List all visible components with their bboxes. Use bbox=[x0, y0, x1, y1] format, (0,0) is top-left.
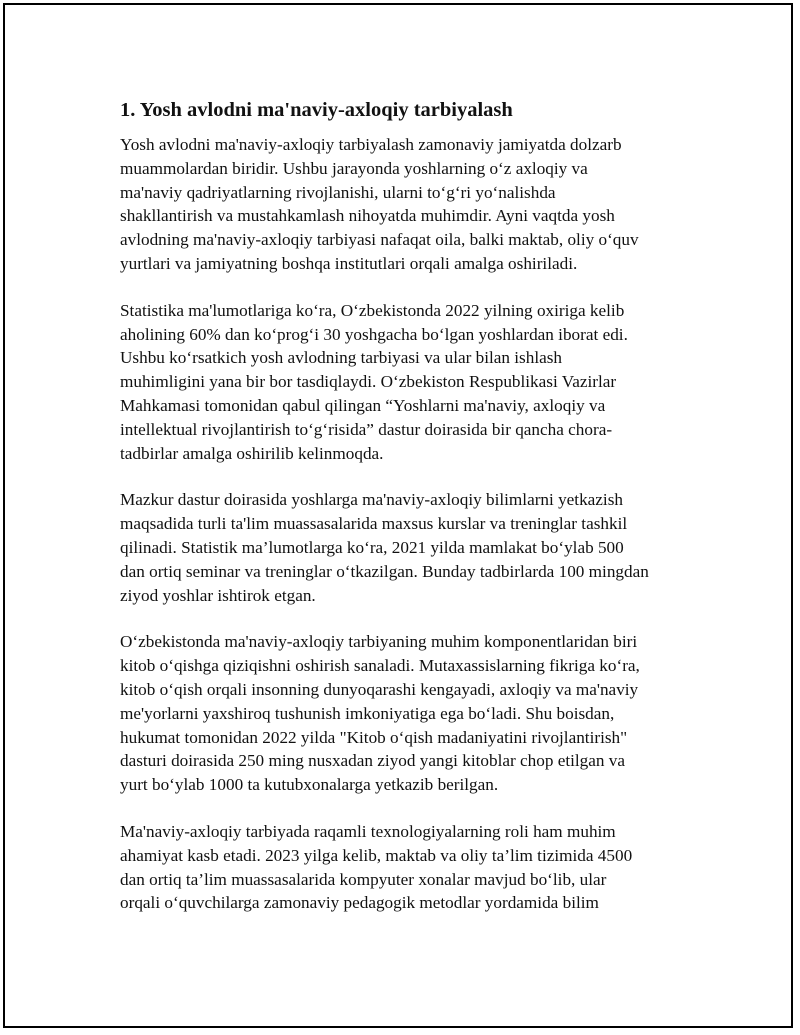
paragraph-line: ahamiyat kasb etadi. 2023 yilga kelib, maktab va oliy ta’lim tizimida 4500 bbox=[120, 845, 633, 865]
paragraph-line: hukumat tomonidan 2022 yilda "Kitob o‘qish madaniyatini rivojlantirish" bbox=[120, 727, 628, 747]
paragraph-line: yurt bo‘ylab 1000 ta kutubxonalarga yetkazib berilgan. bbox=[120, 775, 499, 795]
paragraph-line: O‘zbekistonda ma'naviy-axloqiy tarbiyaning muhim komponentlaridan biri bbox=[120, 632, 638, 652]
paragraph-line: me'yorlarni yaxshiroq tushunish imkoniyatiga ega bo‘ladi. Shu boisdan, bbox=[120, 703, 615, 723]
paragraph-line: Ushbu ko‘rsatkich yosh avlodning tarbiyasi va ular bilan ishlash bbox=[120, 348, 563, 368]
paragraph-line: Mazkur dastur doirasida yoshlarga ma'naviy-axloqiy bilimlarni yetkazish bbox=[120, 490, 623, 510]
paragraph-4 bbox=[120, 630, 700, 797]
document-page bbox=[3, 3, 793, 1028]
paragraph-line: shakllantirish va mustahkamlash nihoyatda muhimdir. Ayni vaqtda yosh bbox=[120, 206, 615, 226]
paragraph-line: ma'naviy qadriyatlarning rivojlanishi, ularni to‘g‘ri yo‘nalishda bbox=[120, 182, 556, 202]
document-body bbox=[120, 97, 700, 938]
paragraph-line: Statistika ma'lumotlariga ko‘ra, O‘zbekistonda 2022 yilning oxiriga kelib bbox=[120, 300, 625, 320]
paragraph-line: orqali o‘quvchilarga zamonaviy pedagogik metodlar yordamida bilim bbox=[120, 893, 599, 913]
paragraph-line: aholining 60% dan ko‘prog‘i 30 yoshgacha bo‘lgan yoshlardan iborat edi. bbox=[120, 324, 628, 344]
paragraph-line: Mahkamasi tomonidan qabul qilingan “Yoshlarni ma'naviy, axloqiy va bbox=[120, 395, 606, 415]
paragraph-line: dan ortiq seminar va treninglar o‘tkazilgan. Bunday tadbirlarda 100 mingdan bbox=[120, 561, 649, 581]
paragraph-line: qilinadi. Statistik ma’lumotlarga ko‘ra, 2021 yilda mamlakat bo‘ylab 500 bbox=[120, 537, 624, 557]
paragraph-3 bbox=[120, 488, 700, 607]
paragraph-line: intellektual rivojlantirish to‘g‘risida” dastur doirasida bir qancha chora- bbox=[120, 419, 613, 439]
paragraph-line: tadbirlar amalga oshirilib kelinmoqda. bbox=[120, 443, 384, 463]
section-heading: 1. Yosh avlodni ma'naviy-axloqiy tarbiyalash bbox=[120, 99, 513, 121]
paragraph-line: kitob o‘qishga qiziqishni oshirish sanaladi. Mutaxassislarning fikriga ko‘ra, bbox=[120, 656, 640, 676]
paragraph-line: Yosh avlodni ma'naviy-axloqiy tarbiyalash zamonaviy jamiyatda dolzarb bbox=[120, 135, 622, 154]
paragraph-line: muammolardan biridir. Ushbu jarayonda yoshlarning o‘z axloqiy va bbox=[120, 158, 588, 178]
paragraph-2 bbox=[120, 299, 700, 466]
paragraph-5 bbox=[120, 820, 700, 915]
paragraph-line: muhimligini yana bir bor tasdiqlaydi. O‘zbekiston Respublikasi Vazirlar bbox=[120, 372, 617, 392]
paragraph-line: dan ortiq ta’lim muassasalarida kompyuter xonalar mavjud bo‘lib, ular bbox=[120, 869, 607, 889]
paragraph-line: avlodning ma'naviy-axloqiy tarbiyasi nafaqat oila, balki maktab, oliy o‘quv bbox=[120, 230, 639, 250]
paragraph-line: kitob o‘qish orqali insonning dunyoqarashi kengayadi, axloqiy va ma'naviy bbox=[120, 679, 639, 699]
paragraph-1 bbox=[120, 133, 700, 276]
paragraph-line: yurtlari va jamiyatning boshqa institutlari orqali amalga oshiriladi. bbox=[120, 253, 578, 273]
paragraph-line: maqsadida turli ta'lim muassasalarida maxsus kurslar va treninglar tashkil bbox=[120, 514, 628, 534]
paragraph-line: ziyod yoshlar ishtirok etgan. bbox=[120, 585, 316, 605]
paragraph-line: Ma'naviy-axloqiy tarbiyada raqamli texnologiyalarning roli ham muhim bbox=[120, 821, 616, 841]
paragraph-line: dasturi doirasida 250 ming nusxadan ziyod yangi kitoblar chop etilgan va bbox=[120, 751, 626, 771]
